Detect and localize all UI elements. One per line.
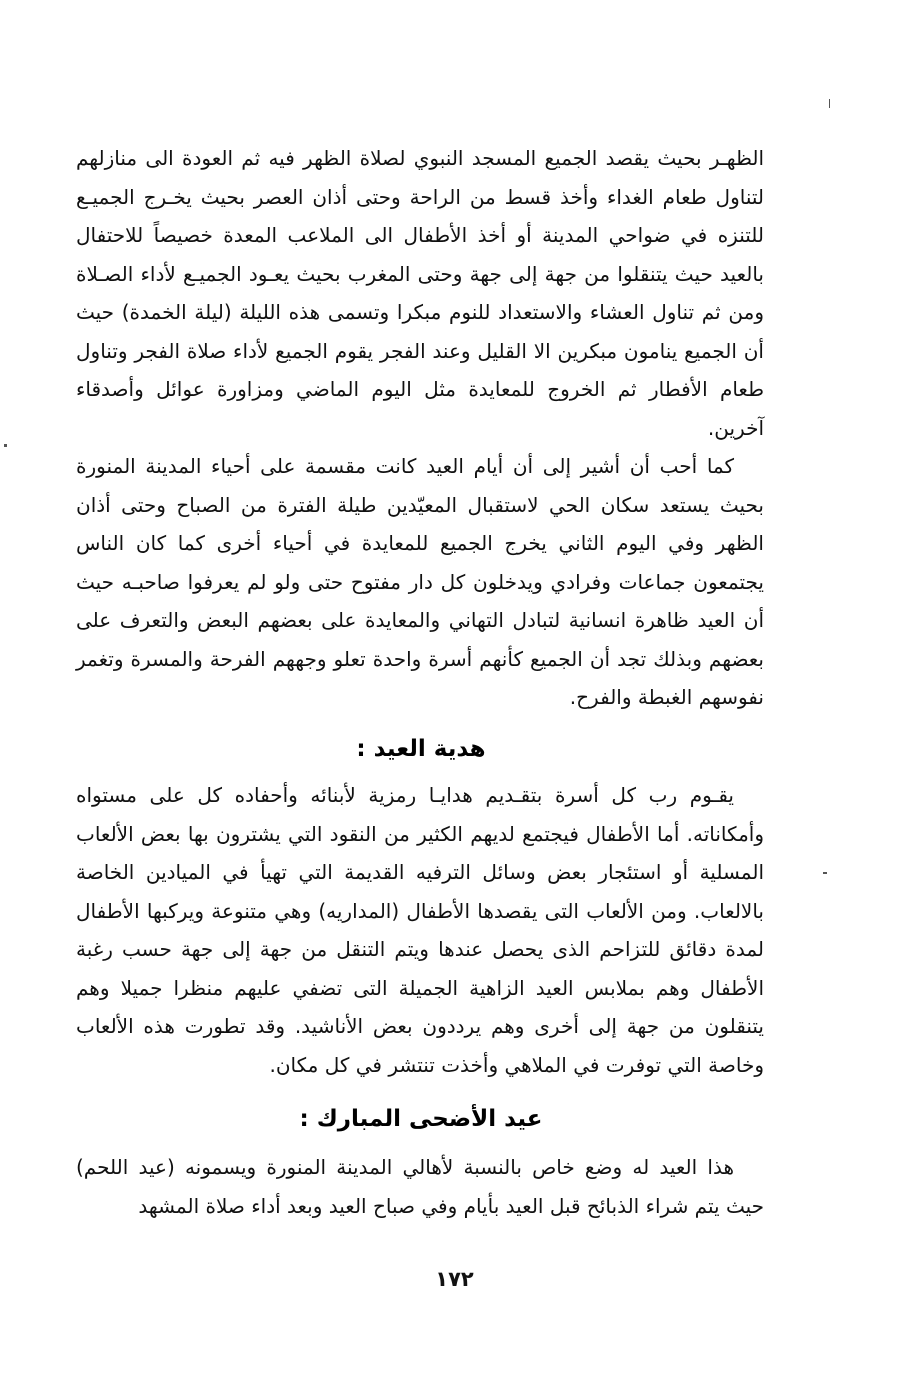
body-section-1: [76, 139, 764, 717]
scan-speck: [823, 872, 827, 874]
section-heading-eid-al-adha: عيد الأضحى المبارك :: [299, 1106, 543, 1132]
paragraph-eid-gift: يقـوم رب كل أسرة بتقـديم هدايـا رمزية لأبنائه وأحفاده كل على مستواه وأمكاناته. أما الأطفال فيجتمع لديهم الكثير من النقود التي يشترون بها بعض الألعاب المسلية أو استئجار بعض وسائل الترفيه القديمة التي تهيأ في الميادين الخاصة بالالعاب. ومن الألعاب التى يقصدها الأطفال (المداريه) وهي متنوعة ويركبها الأطفال لمدة دقائق للتزاحم الذى يحصل عندها ويتم التنقل من جهة إلى جهة حسب رغبة الأطفال وهم بملابس العيد الزاهية الجميلة التى تضفي عليهم منظرا جميلا وهم يتنقلون من جهة إلى أخرى وهم يرددون بعض الأناشيد. وقد تطورت هذه الألعاب وخاصة التي توفرت في الملاهي وأخذت تنتشر في كل مكان.: [76, 783, 764, 1077]
paragraph-eid-al-adha: هذا العيد له وضع خاص بالنسبة لأهالي المدينة المنورة ويسمونه (عيد اللحم) حيث يتم شراء الذبائح قبل العيد بأيام وفي صباح العيد وبعد أداء صلاة المشهد: [76, 1155, 764, 1218]
scan-speck: [829, 99, 830, 108]
body-section-3: [76, 1148, 764, 1225]
paragraph-neighborhood-visits: كما أحب أن أشير إلى أن أيام العيد كانت مقسمة على أحياء المدينة المنورة بحيث يستعد سكان الحي لاستقبال المعيّدين طيلة الفترة من الصباح وحتى أذان الظهر وفي اليوم الثاني يخرج الجميع للمعايدة في أحياء أخرى كما كان الناس يجتمعون جماعات وفرادي ويدخلون كل دار مفتوح حتى ولو لم يعرفوا صاحبـه حيث أن العيد ظاهرة انسانية لتبادل التهاني والمعايدة على بعضهم البعض والتعرف على بعضهم وبذلك تجد أن الجميع كأنهم أسرة واحدة تعلو وجههم الفرحة والمسرة وتغمر نفوسهم الغبطة والفرح.: [76, 454, 764, 709]
body-section-2: [76, 776, 764, 1084]
paragraph-eid-days-routine: الظهـر بحيث يقصد الجميع المسجد النبوي لصلاة الظهر فيه ثم العودة الى منازلهم لتناول طعام الغداء وأخذ قسط من الراحة وحتى أذان العصر بحيث يخـرج الجميـع للتنزه في ضواحي المدينة أو أخذ الأطفال الى الملاعب المعدة خصيصاً للاحتفال بالعيد حيث يتنقلوا من جهة إلى جهة وحتى المغرب بحيث يعـود الجميـع لأداء الصـلاة ومن ثم تناول العشاء والاستعداد للنوم مبكرا وتسمى هذه الليلة (ليلة الخمدة) حيث أن الجميع ينامون مبكرين الا القليل وعند الفجر يقوم الجميع لأداء صلاة الفجر وتناول طعام الأفطار ثم الخروج للمعايدة مثل اليوم الماضي ومزاورة عوائل وأصدقاء آخرين.: [76, 146, 764, 440]
section-heading-eid-gift: هدية العيد :: [356, 736, 486, 762]
page-number: ١٧٢: [435, 1267, 474, 1291]
scan-speck: [4, 444, 7, 447]
